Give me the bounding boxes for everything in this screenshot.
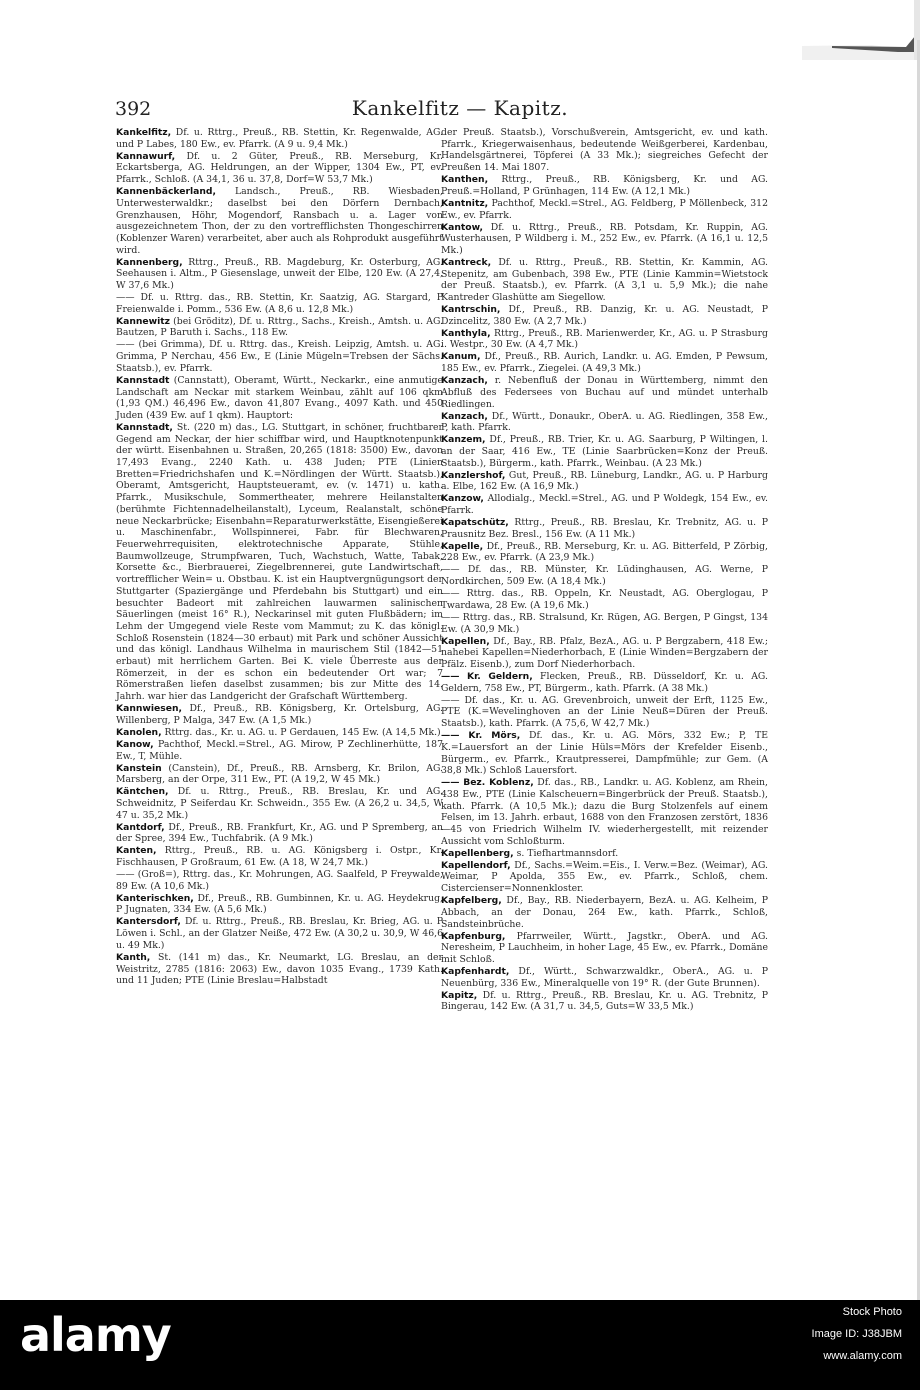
dictionary-entry bbox=[441, 990, 768, 1013]
dictionary-entry bbox=[441, 257, 768, 304]
entry-headword: Kanten, bbox=[116, 845, 157, 857]
entry-headword: Kanolen, bbox=[116, 726, 162, 738]
entry-text: St. (141 m) das., Kr. Neumarkt, LG. Breslau, an der Weistritz, 2785 (1816: 2063) Ew., davon 1035 Evang., 1739 Kath. und 11 Juden; PTE (Linie Breslau=Halbstadt bbox=[116, 951, 443, 987]
entry-text: Df. u. Rttrg., Preuß., RB. Breslau, Kr. u. AG. Trebnitz, P Bingerau, 142 Ew. (A 31,7 u. 34,5, Guts=W 33,5 Mk.) bbox=[441, 989, 768, 1013]
entry-headword: Kannawurf, bbox=[116, 150, 176, 162]
entry-headword: Kantersdorf, bbox=[116, 916, 181, 928]
entry-headword: Kapellen, bbox=[441, 635, 490, 647]
dictionary-entry bbox=[441, 174, 768, 197]
dictionary-entry bbox=[441, 127, 768, 174]
brand-logo: alamy bbox=[20, 1308, 171, 1362]
entry-text: Df., Preuß., RB. Merseburg, Kr. u. AG. Bitterfeld, P Zörbig, 228 Ew., ev. Pfarrk. (A 23,9 Mk.) bbox=[441, 540, 768, 564]
entry-headword: Kanzlershof, bbox=[441, 469, 506, 481]
entry-headword: Kanstein bbox=[116, 762, 162, 774]
entry-text: Df. u. Rttrg., Preuß., RB. Stettin, Kr. Kammin, AG. Stepenitz, am Gubenbach, 398 Ew., PTE (Linie Kammin=Wietstock der Preuß. Staatsb.), ev. Pfarrk. (A 3,1 u. 5,9 Mk.); die nahe Kantreder Glashütte am Siegellow. bbox=[441, 256, 768, 304]
dictionary-entry bbox=[116, 375, 443, 422]
entry-text: Df., Preuß., RB. Gumbinnen, Kr. u. AG. Heydekrug, P Jugnaten, 334 Ew. (A 5,6 Mk.) bbox=[116, 892, 443, 916]
entry-text: Pachthof, Meckl.=Strel., AG. Feldberg, P Möllenbeck, 312 Ew., ev. Pfarrk. bbox=[441, 197, 768, 221]
entry-headword: Kanzach, bbox=[441, 410, 488, 422]
entry-text: Gut, Preuß., RB. Lüneburg, Landkr., AG. u. P Harburg a. Elbe, 162 Ew. (A 16,9 Mk.) bbox=[441, 469, 768, 493]
right-column bbox=[441, 127, 768, 1013]
entry-headword: Kannwiesen, bbox=[116, 703, 182, 715]
entry-text: Rttrg., Preuß., RB. u. AG. Königsberg i. Ostpr., Kr. Fischhausen, P Großraum, 61 Ew. (A 18, W 24,7 Mk.) bbox=[116, 845, 443, 869]
dictionary-entry bbox=[116, 727, 443, 739]
entry-headword: Kapitz, bbox=[441, 989, 478, 1001]
entry-text: Df., Sachs.=Weim.=Eis., I. Verw.=Bez. (Weimar), AG. Weimar, P Apolda, 355 Ew., ev. Pfarrk., Schloß, chem. Cistercienser=Nonnenkloster. bbox=[441, 859, 768, 895]
dictionary-entry bbox=[441, 588, 768, 611]
entry-headword: Kanzow, bbox=[441, 493, 484, 505]
entry-text: der Preuß. Staatsb.), Vorschußverein, Amtsgericht, ev. und kath. Pfarrk., Kriegerwaisenhaus, bedeutende Weißgerberei, Kardenbau, Handelsgärtnerei, Töpferei (A 33 Mk.); siegreiches Gefecht der Preußen 14. Mai 1807. bbox=[441, 127, 768, 174]
dictionary-entry bbox=[116, 316, 443, 339]
entry-text: Flecken, Preuß., RB. Düsseldorf, Kr. u. AG. Geldern, 758 Ew., PT, Bürgerm., kath. Pfarrk. (A 38 Mk.) bbox=[441, 670, 768, 694]
dictionary-entry bbox=[441, 470, 768, 493]
dictionary-entry bbox=[441, 541, 768, 564]
dictionary-entry bbox=[441, 564, 768, 587]
page-number: 392 bbox=[115, 98, 152, 120]
dictionary-entry bbox=[116, 845, 443, 868]
entry-headword: Kantrschin, bbox=[441, 304, 501, 316]
entry-text: Df. das., RB., Landkr. u. AG. Koblenz, am Rhein, 438 Ew., PTE (Linie Kalscheuern=Bingerbrück der Preuß. Staatsb.), kath. Pfarrk. (A 10,5 Mk.); dazu die Burg Stolzenfels auf einem Felsen, im 13. Jahrh. erbaut, 1688 von den Franzosen zerstört, 1836—45 von Friedrich Wilhelm IV. wiederhergestellt, mit reizender Aussicht vom Schloßturm. bbox=[441, 777, 768, 847]
dictionary-entry bbox=[116, 739, 443, 762]
entry-headword: Kapellenberg, bbox=[441, 847, 514, 859]
entry-headword: Kannenbäckerland, bbox=[116, 186, 216, 198]
entry-text: Rttrg., Preuß., RB. Königsberg, Kr. und AG. Preuß.=Holland, P Grünhagen, 114 Ew. (A 12,1 Mk.) bbox=[441, 174, 768, 197]
entry-text: —— Df. u. Rttrg. das., RB. Stettin, Kr. Saatzig, AG. Stargard, P Freienwalde i. Pomm., 536 Ew. (A 8,6 u. 12,8 Mk.) bbox=[116, 292, 443, 315]
entry-text: Df. u. Rttrg., Preuß., RB. Breslau, Kr. und AG. Schweidnitz, P Seiferdau Kr. Schweidn., 355 Ew. (A 26,2 u. 34,5, W 47 u. 35,2 Mk.) bbox=[116, 786, 443, 821]
entry-text: Df. u. Rttrg., Preuß., RB. Stettin, Kr. Regenwalde, AG. und P Labes, 180 Ew., ev. Pfarrk. (A 9 u. 9,4 Mk.) bbox=[116, 127, 443, 150]
entry-text: —— Rttrg. das., RB. Oppeln, Kr. Neustadt, AG. Oberglogau, P Twardawa, 28 Ew. (A 19,6 Mk.) bbox=[441, 588, 768, 611]
dictionary-entry bbox=[441, 671, 768, 694]
entry-headword: Kapellendorf, bbox=[441, 859, 511, 871]
dictionary-entry bbox=[116, 822, 443, 845]
entry-headword: —— Bez. Koblenz, bbox=[441, 777, 534, 789]
entry-text: —— Rttrg. das., RB. Stralsund, Kr. Rügen, AG. Bergen, P Gingst, 134 Ew. (A 30,9 Mk.) bbox=[441, 611, 768, 635]
entry-headword: Kannstadt, bbox=[116, 421, 173, 433]
entry-headword: Kapelle, bbox=[441, 540, 484, 552]
entry-text: Df., Preuß., RB. Danzig, Kr. u. AG. Neustadt, P Dzincelitz, 380 Ew. (A 2,7 Mk.) bbox=[441, 304, 768, 327]
entry-headword: Kanthen, bbox=[441, 174, 489, 186]
dictionary-entry bbox=[441, 695, 768, 730]
entry-text: Df., Bay., RB. Pfalz, BezA., AG. u. P Bergzabern, 418 Ew.; nahebei Kapellen=Niederhorbach, E (Linie Winden=Bergzabern der Pfälz. Eisenb.), zum Dorf Niederhorbach. bbox=[441, 635, 768, 670]
entry-text: Df. das., Kr. u. AG. Mörs, 332 Ew.; P, TE K.=Lauersfort an der Linie Hüls=Mörs der Krefelder Eisenb., Bürgerm., ev. Pfarrk., Krautpresserei, Dampfmühle; zur Gem. (A 38,8 Mk.) Schloß Lauersfort. bbox=[441, 730, 768, 777]
entry-headword: Kankelfitz, bbox=[116, 127, 172, 138]
entry-text: —— (Groß=), Rttrg. das., Kr. Mohrungen, AG. Saalfeld, P Freywalde, 89 Ew. (A 10,6 Mk.) bbox=[116, 869, 443, 892]
dictionary-entry bbox=[116, 763, 443, 786]
entry-text: Df., Preuß., RB. Königsberg, Kr. Ortelsburg, AG. Willenberg, P Malga, 347 Ew. (A 1,5 Mk.) bbox=[116, 703, 443, 726]
dictionary-entry bbox=[116, 869, 443, 892]
dictionary-entry bbox=[116, 703, 443, 726]
entry-text: Df., Preuß., RB. Frankfurt, Kr., AG. und P Spremberg, an der Spree, 394 Ew., Tuchfabrik. (A 9 Mk.) bbox=[116, 821, 443, 845]
entry-text: Landsch., Preuß., RB. Wiesbaden, Unterwesterwaldkr.; daselbst bei den Dörfern Dernbach, Grenzhausen, Höhr, Mogendorf, Ransbach u. a. Lager von ausgezeichnetem Thon, der zu den vortrefflichsten Thongeschirren (Koblenzer Waren) verarbeitet, aber auch als Rohprodukt ausgeführt wird. bbox=[116, 186, 443, 256]
dictionary-entry bbox=[116, 127, 443, 150]
entry-text: Df. u. Rttrg., Preuß., RB. Breslau, Kr. Brieg, AG. u. P Löwen i. Schl., an der Glatzer Neiße, 472 Ew. (A 30,2 u. 30,9, W 46,6 u. 49 Mk.) bbox=[116, 916, 443, 951]
dictionary-entry bbox=[116, 186, 443, 256]
entry-text: Df. u. 2 Güter, Preuß., RB. Merseburg, Kr. Eckartsberga, AG. Heldrungen, an der Wipper, 1304 Ew., PT, ev. Pfarrk., Schloß. (A 34,1, 36 u. 37,8, Dorf=W 53,7 Mk.) bbox=[116, 150, 443, 186]
dictionary-entry bbox=[441, 493, 768, 516]
entry-headword: Kanzach, bbox=[441, 375, 488, 387]
entry-text: St. (220 m) das., LG. Stuttgart, in schöner, fruchtbarer Gegend am Neckar, der hier schiffbar wird, und Hauptknotenpunkt der württ. Eisenbahnen u. Straßen, 20,265 (1818: 3500) Ew., davon 17,493 Evang., 2240 Kath. u. 438 Juden; PTE (Linien Bretten=Friedrichshafen und K.=Nördlingen der Württ. Staatsb.), Oberamt, Amtsgericht, Hauptsteueramt, ev. (v. 1471) u. kath. Pfarrk., Musikschule, Sommertheater, mehrere Heilanstalten (berühmte Fichtennadelheilanstalt), Lyceum, Realanstalt, schöne neue Neckarbrücke; Eisenbahn=Reparaturwerkstätte, Eisengießerei u. Maschinenfabr., Wollspinnerei, Fabr. für Blechwaren, Feuerwehrrequisiten, elektrotechnische Apparate, Stühle, Baumwollzeuge, Strumpfwaren, Tuch, Wachstuch, Watte, Tabak, Korsette &c., Bierbrauerei, Ziegelbrennerei, gute Landwirtschaft, vortrefflicher Wein= u. Obstbau. K. ist ein Hauptvergnügungsort der Stuttgarter (Spaziergänge und Pferdebahn bis Stuttgart) und ein besuchter Badeort mit zahlreichen lauwarmen salinischen Säuerlingen (meist 16° R.), Neckarinsel mit guten Flußbädern; im Lehm der Umgegend viele Reste vom Mammut; zu K. das königl. Schloß Rosenstein (1824—30 erbaut) mit Park und schöner Aussicht und das königl. Landhaus Wilhelma in maurischem Stil (1842—51 erbaut) mit herrlichem Garten. Bei K. viele Überreste aus der Römerzeit, in der es schon ein bedeutender Ort war; 7 Römerstraßen liefen daselbst zusammen; bis zur Mitte des 14. Jahrh. war hier das Landgericht der Grafschaft Württemberg. bbox=[116, 421, 443, 703]
entry-text: (bei Gröditz), Df. u. Rttrg., Sachs., Kreish., Amtsh. u. AG. Bautzen, P Baruth i. Sachs., 118 Ew. bbox=[116, 315, 443, 339]
entry-text: Allodialg., Meckl.=Strel., AG. und P Woldegk, 154 Ew., ev. Pfarrk. bbox=[441, 493, 768, 517]
dictionary-entry bbox=[116, 786, 443, 821]
dictionary-entry bbox=[441, 848, 768, 860]
left-column bbox=[116, 127, 443, 987]
dictionary-entry bbox=[116, 151, 443, 186]
entry-text: Rttrg., Preuß., RB. Breslau, Kr. Trebnitz, AG. u. P Prausnitz Bez. Bresl., 156 Ew. (A 11 Mk.) bbox=[441, 517, 768, 540]
entry-headword: Kantdorf, bbox=[116, 821, 165, 833]
entry-headword: Kannewitz bbox=[116, 315, 171, 327]
entry-text: Df., Württ., Schwarzwaldkr., OberA., AG. u. P Neuenbürg, 336 Ew., Mineralquelle von 19° R. (der Gute Brunnen). bbox=[441, 965, 768, 989]
dictionary-entry bbox=[441, 612, 768, 635]
entry-headword: Kantnitz, bbox=[441, 197, 489, 209]
dictionary-entry bbox=[441, 517, 768, 540]
dictionary-entry bbox=[441, 860, 768, 895]
entry-text: r. Nebenfluß der Donau in Württemberg, nimmt den Abfluß des Federsees von Buchau auf und mündet unterhalb Riedlingen. bbox=[441, 375, 768, 410]
entry-headword: —— Kr. Geldern, bbox=[441, 670, 533, 682]
site-url: www.alamy.com bbox=[823, 1350, 902, 1362]
entry-text: (Canstein), Df., Preuß., RB. Arnsberg, Kr. Brilon, AG. Marsberg, an der Orpe, 311 Ew., PT. (A 19,2, W 45 Mk.) bbox=[116, 762, 443, 786]
dictionary-entry bbox=[441, 304, 768, 327]
entry-headword: Kapfenburg, bbox=[441, 930, 506, 942]
entry-text: Pfarrweiler, Württ., Jagstkr., OberA. und AG. Neresheim, P Lauchheim, in hoher Lage, 45 Ew., ev. Pfarrk., Domäne mit Schloß. bbox=[441, 930, 768, 965]
entry-headword: Kapfelberg, bbox=[441, 895, 502, 907]
dictionary-entry bbox=[441, 895, 768, 930]
dictionary-entry bbox=[441, 730, 768, 777]
dictionary-entry bbox=[116, 339, 443, 374]
torn-corner-shadow bbox=[802, 0, 920, 60]
dictionary-entry bbox=[441, 931, 768, 966]
entry-text: —— (bei Grimma), Df. u. Rttrg. das., Kreish. Leipzig, Amtsh. u. AG. Grimma, P Nerchau, 456 Ew., E (Linie Mügeln=Trebsen der Sächs. Staatsb.), ev. Pfarrk. bbox=[116, 339, 443, 374]
entry-text: s. Tiefhartmannsdorf. bbox=[513, 847, 619, 859]
dictionary-entry bbox=[116, 916, 443, 951]
dictionary-entry bbox=[116, 292, 443, 315]
entry-headword: Käntchen, bbox=[116, 786, 169, 798]
dictionary-entry bbox=[116, 893, 443, 916]
running-head: Kankelfitz — Kapitz. bbox=[351, 96, 569, 120]
dictionary-entry bbox=[441, 198, 768, 221]
dictionary-entry bbox=[441, 411, 768, 434]
dictionary-entry bbox=[441, 375, 768, 410]
entry-text: —— Df. das., RB. Münster, Kr. Lüdinghausen, AG. Werne, P Nordkirchen, 509 Ew. (A 18,4 Mk.) bbox=[441, 564, 768, 588]
entry-text: Rttrg., Preuß., RB. Magdeburg, Kr. Osterburg, AG. Seehausen i. Altm., P Giesenslage, unweit der Elbe, 120 Ew. (A 27,4, W 37,6 Mk.) bbox=[116, 256, 443, 292]
dictionary-entry bbox=[441, 328, 768, 351]
entry-headword: Kapatschütz, bbox=[441, 517, 509, 529]
entry-headword: Kantreck, bbox=[441, 256, 492, 268]
dictionary-entry bbox=[441, 636, 768, 671]
entry-headword: Kapfenhardt, bbox=[441, 965, 510, 977]
dictionary-entry bbox=[441, 351, 768, 374]
entry-headword: —— Kr. Mörs, bbox=[441, 730, 521, 742]
entry-text: Df., Württ., Donaukr., OberA. u. AG. Riedlingen, 358 Ew., P, kath. Pfarrk. bbox=[441, 410, 768, 434]
entry-text: —— Df. das., Kr. u. AG. Grevenbroich, unweit der Erft, 1125 Ew., PTE (K.=Wevelinghoven an der Linie Neuß=Düren der Preuß. Staatsb.), kath. Pfarrk. (A 75,6, W 42,7 Mk.) bbox=[441, 694, 768, 730]
entry-text: Df., Bay., RB. Niederbayern, BezA. u. AG. Kelheim, P Abbach, an der Donau, 264 Ew., kath. Pfarrk., Schloß, Sandsteinbrüche. bbox=[441, 895, 768, 930]
entry-headword: Kanum, bbox=[441, 351, 481, 363]
dictionary-entry bbox=[441, 434, 768, 469]
dictionary-entry bbox=[441, 966, 768, 989]
dictionary-entry bbox=[116, 422, 443, 703]
entry-text: Df. u. Rttrg., Preuß., RB. Potsdam, Kr. Ruppin, AG. Wusterhausen, P Wildberg i. M., 252 Ew., ev. Pfarrk. (A 16,1 u. 12,5 Mk.) bbox=[441, 221, 768, 256]
entry-headword: Kanthyla, bbox=[441, 327, 491, 339]
entry-headword: Kanth, bbox=[116, 951, 151, 963]
entry-text: Rttrg., Preuß., RB. Marienwerder, Kr., AG. u. P Strasburg i. Westpr., 30 Ew. (A 4,7 Mk.) bbox=[441, 327, 768, 351]
entry-headword: Kannstadt bbox=[116, 374, 170, 386]
dictionary-entry bbox=[441, 777, 768, 847]
entry-headword: Kanow, bbox=[116, 738, 154, 750]
entry-text: Df., Preuß., RB. Trier, Kr. u. AG. Saarburg, P Wiltingen, l. an der Saar, 416 Ew., TE (Linie Saarbrücken=Konz der Preuß. Staatsb.), Bürgerm., kath. Pfarrk., Weinbau. (A 23 Mk.) bbox=[441, 434, 768, 469]
entry-headword: Kanterischken, bbox=[116, 892, 194, 904]
dictionary-entry bbox=[441, 222, 768, 257]
entry-text: Rttrg. das., Kr. u. AG. u. P Gerdauen, 145 Ew. (A 14,5 Mk.) bbox=[161, 726, 441, 738]
dictionary-entry bbox=[116, 257, 443, 292]
entry-text: Pachthof, Meckl.=Strel., AG. Mirow, P Zechlinerhütte, 187 Ew., T, Mühle. bbox=[116, 738, 443, 762]
stock-label: Stock Photo bbox=[842, 1306, 902, 1318]
entry-headword: Kanzem, bbox=[441, 434, 486, 446]
image-id: Image ID: J38JBM bbox=[811, 1328, 902, 1340]
entry-headword: Kantow, bbox=[441, 221, 483, 233]
dictionary-entry bbox=[116, 952, 443, 987]
entry-headword: Kannenberg, bbox=[116, 256, 183, 268]
entry-text: (Cannstatt), Oberamt, Württ., Neckarkr., eine anmutige Landschaft am Neckar mit starkem Weinbau, zählt auf 106 qkm (1,93 QM.) 46,496 Ew., davon 41,807 Evang., 4097 Kath. und 450 Juden (439 Ew. auf 1 qkm). Hauptort: bbox=[116, 374, 443, 421]
entry-text: Df., Preuß., RB. Aurich, Landkr. u. AG. Emden, P Pewsum, 185 Ew., ev. Pfarrk., Ziegelei. (A 49,3 Mk.) bbox=[441, 351, 768, 375]
